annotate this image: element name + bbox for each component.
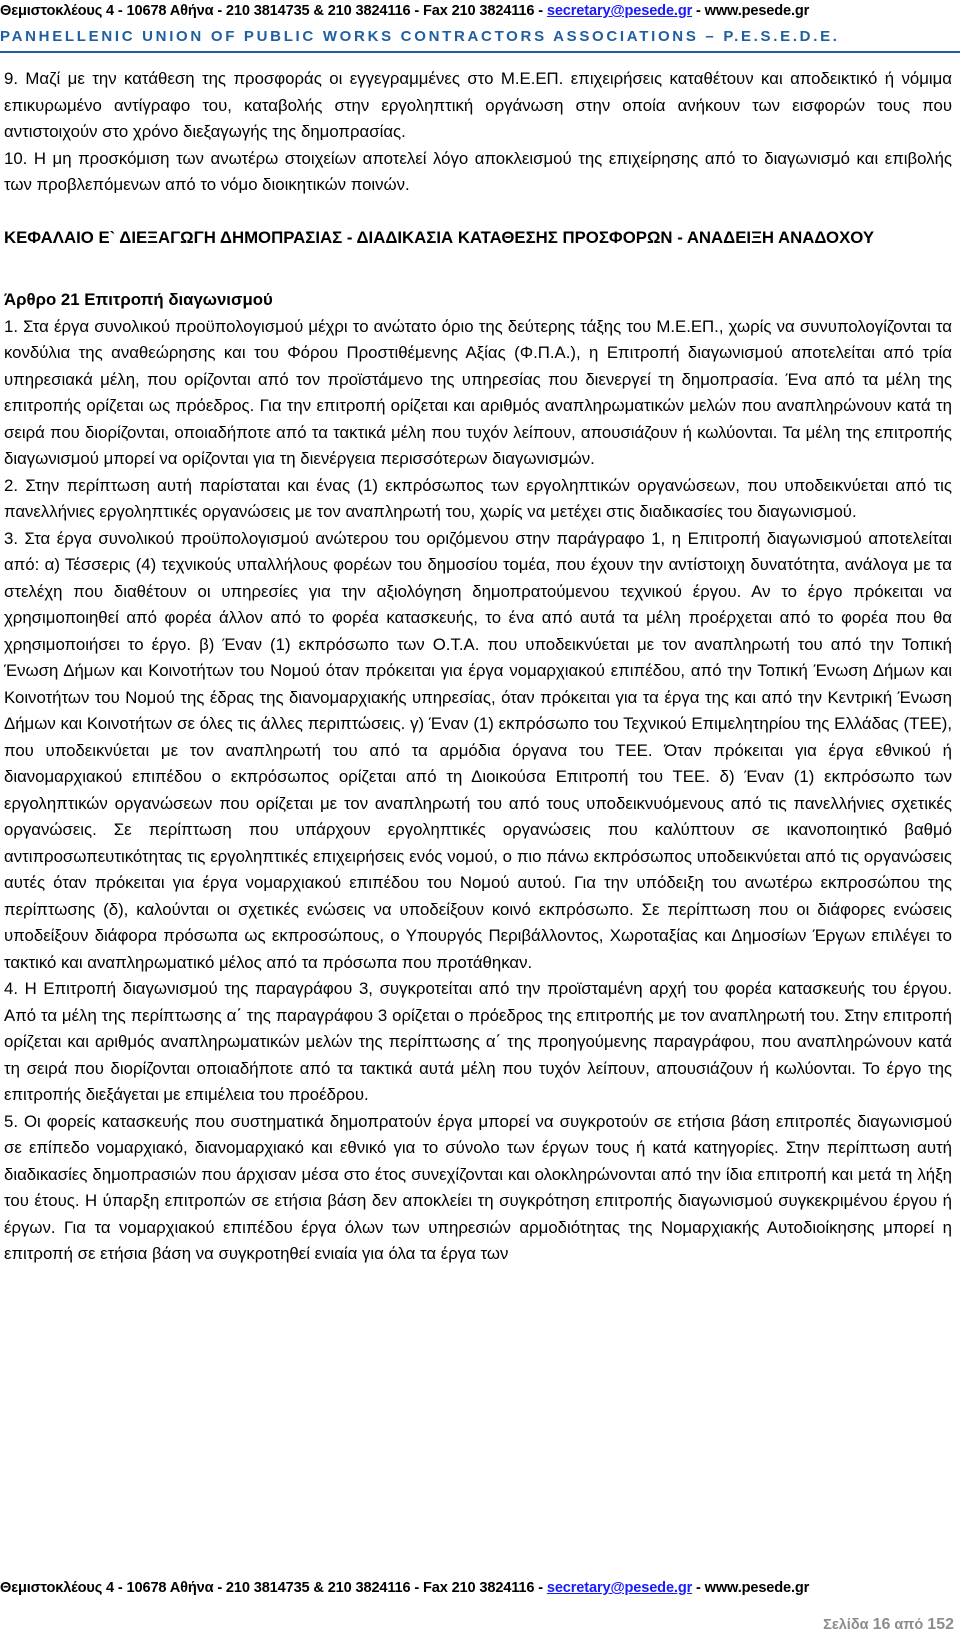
- footer-website: - www.pesede.gr: [692, 1580, 810, 1596]
- header-website: - www.pesede.gr: [692, 3, 810, 19]
- header-union-title: PANHELLENIC UNION OF PUBLIC WORKS CONTRACTORS ASSOCIATIONS – P.E.S.E.D.E.: [0, 28, 840, 45]
- page-number: [823, 1616, 954, 1634]
- footer-contact-line: [0, 1577, 960, 1599]
- header-email-link[interactable]: secretary@pesede.gr: [546, 3, 693, 19]
- chapter-title: ΚΕΦΑΛΑΙΟ Ε` ΔΙΕΞΑΓΩΓΗ ΔΗΜΟΠΡΑΣΙΑΣ - ΔΙΑΔΙΚΑΣΙΑ ΚΑΤΑΘΕΣΗΣ ΠΡΟΣΦΟΡΩΝ - ΑΝΑΔΕΙΞΗ ΑΝΑΔΟΧΟΥ: [4, 227, 875, 247]
- footer-address: Θεμιστοκλέους 4 - 10678 Αθήνα - 210 3814735 & 210 3824116 - Fax 210 3824116 -: [0, 1580, 547, 1596]
- page-current: 16: [872, 1616, 891, 1633]
- article-paragraph-3: 3. Στα έργα συνολικού προϋπολογισμού ανώτερου του οριζόμενου στην παράγραφο 1, η Επιτροπή διαγωνισμού αποτελείται από: α) Τέσσερις (4) τεχνικούς υπαλλήλους φορέων του δημοσίου τομέα, που έχουν την αντίστοιχη δυνατότητα, ανάλογα με τα στελέχη που διαθέτουν οι υπηρεσίες για την αξιολόγηση δημοπρατούμενου τεχνικού έργου. Αν το έργο πρόκειται να χρησιμοποιηθεί από φορέα άλλον από το φορέα κατασκευής, το ένα από αυτά τα μέλη προέρχεται από το φορέα που θα χρησιμοποιήσει το έργο. β) Έναν (1) εκπρόσωπο των Ο.Τ.Α. που υποδεικνύεται με τον αναπληρωτή του από την Τοπική Ένωση Δήμων και Κοινοτήτων του Νομού όταν πρόκειται για έργα νομαρχιακού επιπέδου, από την Τοπική Ένωση Δήμων και Κοινοτήτων του Νομού της έδρας της διανομαρχιακής υπηρεσίας, όταν πρόκειται για τα έργα της και από την Κεντρική Ένωση Δήμων και Κοινοτήτων σε όλες τις άλλες περιπτώσεις. γ) Έναν (1) εκπρόσωπο του Τεχνικού Επιμελητηρίου της Ελλάδας (ΤΕΕ), που υποδεικνύεται με τον αναπληρωτή του από τα αρμόδια όργανα του ΤΕΕ. Όταν πρόκειται για έργα εθνικού ή διανομαρχιακού επιπέδου ο εκπρόσωπος ορίζεται από τη Διοικούσα Επιτροπή του ΤΕΕ. δ) Έναν (1) εκπρόσωπο των εργοληπτικών οργανώσεων που ορίζεται με τον αναπληρωτή του από τους υποδεικνυόμενους από τις πανελλήνιες σχετικές οργανώσεις. Σε περίπτωση που υπάρχουν εργοληπτικές οργανώσεις που καλύπτουν σε ικανοποιητικό βαθμό αντιπροσωπευτικότητας τις εργοληπτικές επιχειρήσεις ενός νομού, ο πιο πάνω εκπρόσωπος υποδεικνύεται από τις οργανώσεις αυτές όταν πρόκειται για έργα νομαρχιακού επιπέδου του Νομού αυτού. Για την υπόδειξη του ανωτέρω εκπροσώπου της περίπτωσης (δ), καλούνται οι σχετικές ενώσεις να υποδείξουν κοινό εκπρόσωπο. Σε περίπτωση που οι διάφορες ενώσεις υποδείξουν διάφορα πρόσωπα ως εκπροσώπους, ο Υπουργός Περιβάλλοντος, Χωροταξίας και Δημοσίων Έργων επιλέγει το τακτικό και αναπληρωματικό μέλος από τα πρόσωπα που προτάθηκαν.: [4, 528, 952, 972]
- page-total: 152: [927, 1616, 954, 1633]
- article-paragraph-5: 5. Οι φορείς κατασκευής που συστηματικά δημοπρατούν έργα μπορεί να συγκροτούν σε ετήσια βάση επιτροπές διαγωνισμού σε επίπεδο νομαρχιακό, διανομαρχιακό και εθνικό για το σύνολο των έργων τους ή κατά κατηγορίες. Στην περίπτωση αυτή διαδικασίες δημοπρασιών που άρχισαν μέσα στο έτος συνεχίζονται και ολοκληρώνονται από την ίδια επιτροπή και μετά τη λήξη του έτους. Η ύπαρξη επιτροπών σε ετήσια βάση δεν αποκλείει τη συγκρότηση επιτροπής διαγωνισμού συγκεκριμένου έργου ή έργων. Για τα νομαρχιακού επιπέδου έργα όλων των υπηρεσιών αρμοδιότητας της Νομαρχιακής Αυτοδιοίκησης μπορεί η επιτροπή σε ετήσια βάση να συγκροτηθεί ενιαία για όλα τα έργα των: [4, 1111, 952, 1263]
- article-paragraph-1: 1. Στα έργα συνολικού προϋπολογισμού μέχρι το ανώτατο όριο της δεύτερης τάξης του Μ.Ε.ΕΠ., χωρίς να συνυπολογίζονται τα κονδύλια της αναθεώρησης και του Φόρου Προστιθέμενης Αξίας (Φ.Π.Α.), η Επιτροπή διαγωνισμού αποτελείται από τρία υπηρεσιακά μέλη, που ορίζονται από τον προϊστάμενο της υπηρεσίας που διενεργεί τη δημοπρασία. Ένα από τα μέλη της επιτροπής ορίζεται ως πρόεδρος. Για την επιτροπή ορίζεται και αριθμός αναπληρωματικών μελών που αναπληρώνουν κατά τη σειρά που διορίζονται, οποιαδήποτε από τα τακτικά μέλη που τυχόν λείπουν, απουσιάζουν ή κωλύονται. Τα μέλη της επιτροπής διαγωνισμού μπορεί να ορίζονται για τη διενέργεια περισσότερων διαγωνισμών.: [4, 316, 952, 468]
- document-body: [4, 66, 952, 1268]
- header-contact-line: [0, 0, 960, 22]
- article-paragraph-4: 4. Η Επιτροπή διαγωνισμού της παραγράφου 3, συγκροτείται από την προϊσταμένη αρχή του φορέα κατασκευής του έργου. Από τα μέλη της περίπτωσης α΄ της παραγράφου 3 ορίζεται ο πρόεδρος της επιτροπής με τον αναπληρωτή του. Στην επιτροπή ορίζεται και αριθμός αναπληρωματικών μελών της περίπτωσης α΄ της προηγούμενης παραγράφου, που αναπληρώνουν κατά τη σειρά που διορίζονται οποιαδήποτε από τα τακτικά αυτά μέλη που τυχόν λείπουν, απουσιάζουν ή κωλύονται. Το έργο της επιτροπής διεξάγεται με επιμέλεια του προέδρου.: [4, 979, 952, 1104]
- page-of: από: [894, 1617, 924, 1633]
- article-title: Άρθρο 21 Επιτροπή διαγωνισμού: [4, 290, 273, 309]
- article-paragraph-2: 2. Στην περίπτωση αυτή παρίσταται και ένας (1) εκπρόσωπος των εργοληπτικών οργανώσεων, που υποδεικνύεται από τις πανελλήνιες εργοληπτικές οργανώσεις με τον αναπληρωτή του, χωρίς να μετέχει στις διαδικασίες του διαγωνισμού.: [4, 475, 952, 521]
- paragraph-9: 9. Μαζί με την κατάθεση της προσφοράς οι εγγεγραμμένες στο Μ.Ε.ΕΠ. επιχειρήσεις καταθέτουν και αποδεικτικό ή νόμιμα επικυρωμένο αντίγραφο του, καταβολής στην εργοληπτική οργάνωση στην οποία ανήκουν των εισφορών τους που αντιστοιχούν στο χρόνο διεξαγωγής της δημοπρασίας.: [4, 69, 952, 141]
- header-address: Θεμιστοκλέους 4 - 10678 Αθήνα - 210 3814735 & 210 3824116 - Fax 210 3824116 -: [0, 3, 547, 19]
- header-divider: [0, 51, 960, 53]
- page-label: Σελίδα: [823, 1617, 869, 1633]
- paragraph-10: 10. Η μη προσκόμιση των ανωτέρω στοιχείων αποτελεί λόγο αποκλεισμού της επιχείρησης από το διαγωνισμό και επιβολής των προβλεπόμενων από το νόμο διοικητικών ποινών.: [4, 148, 952, 194]
- footer-email-link[interactable]: secretary@pesede.gr: [546, 1580, 693, 1596]
